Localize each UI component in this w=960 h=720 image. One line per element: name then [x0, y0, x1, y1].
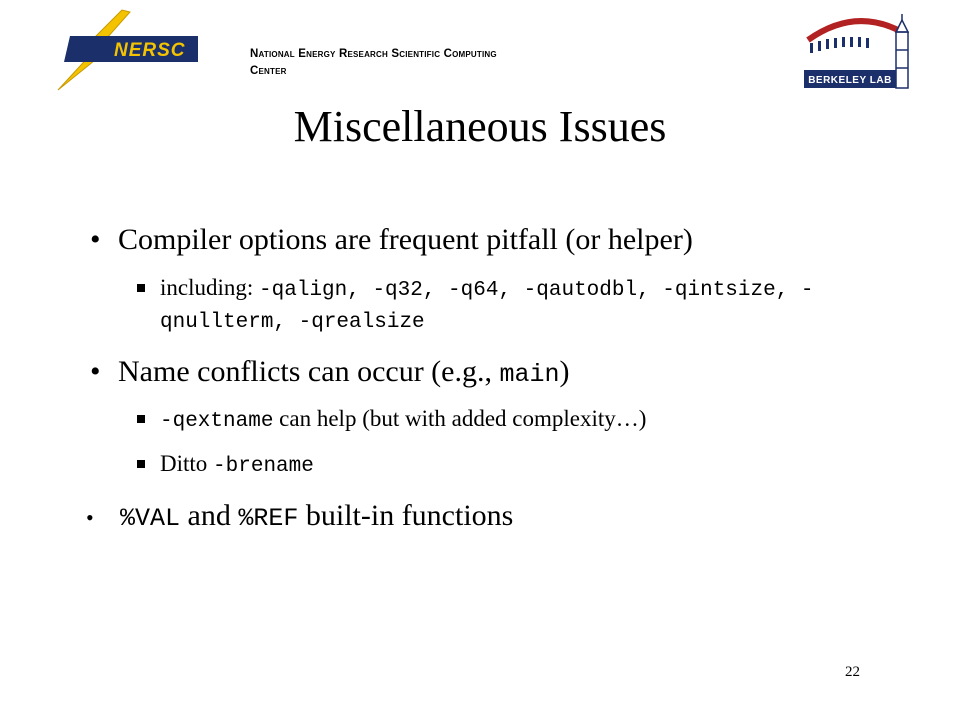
bullet-dot: •: [90, 223, 101, 256]
sub-bullet-ditto: [160, 449, 860, 481]
sub-bullet-prefix: including:: [160, 275, 260, 300]
berkeley-lab-logo-text: BERKELEY LAB: [808, 75, 892, 86]
val-code: %VAL: [120, 504, 181, 533]
nersc-logo: [30, 8, 200, 92]
bullet-dot: •: [90, 355, 101, 388]
main-code: main: [499, 360, 560, 389]
sub-bullet-text: can help (but with added complexity…): [273, 406, 647, 431]
bullet-text-mid: and: [180, 499, 239, 532]
organization-name-line1: National Energy Research Scientific Computing: [250, 48, 497, 60]
ref-code: %REF: [238, 504, 299, 533]
bullet-name-conflicts: [90, 354, 918, 393]
bullet-text-after: built-in functions: [298, 499, 514, 532]
nersc-logo-text: NERSC: [114, 40, 186, 61]
sub-bullet-text: Ditto: [160, 451, 214, 476]
bullet-dot: •: [86, 505, 94, 530]
square-bullet-icon: [137, 284, 145, 292]
bullet-text: Compiler options are frequent pitfall (or helper): [118, 223, 693, 256]
brename-code: -brename: [213, 455, 314, 478]
bullet-compiler-options: [90, 222, 918, 258]
sub-bullet-including: [160, 273, 860, 337]
compiler-flags-code: -qalign, -q32, -q64, -qautodbl, -qintsize, -qnullterm, -qrealsize: [160, 279, 814, 334]
page-number: 22: [845, 664, 860, 680]
bullet-text-after: ): [559, 355, 570, 388]
square-bullet-icon: [137, 415, 145, 423]
qextname-code: -qextname: [160, 410, 274, 433]
organization-name-line2: Center: [250, 65, 287, 77]
organization-name: [250, 46, 670, 80]
sub-bullet-qextname: [160, 404, 860, 436]
square-bullet-icon: [137, 460, 145, 468]
bullet-text-before: Name conflicts can occur (e.g.,: [118, 355, 500, 388]
berkeley-lab-logo: [798, 10, 920, 94]
slide-title: Miscellaneous Issues: [293, 102, 667, 151]
bullet-builtin-functions: [86, 498, 920, 537]
